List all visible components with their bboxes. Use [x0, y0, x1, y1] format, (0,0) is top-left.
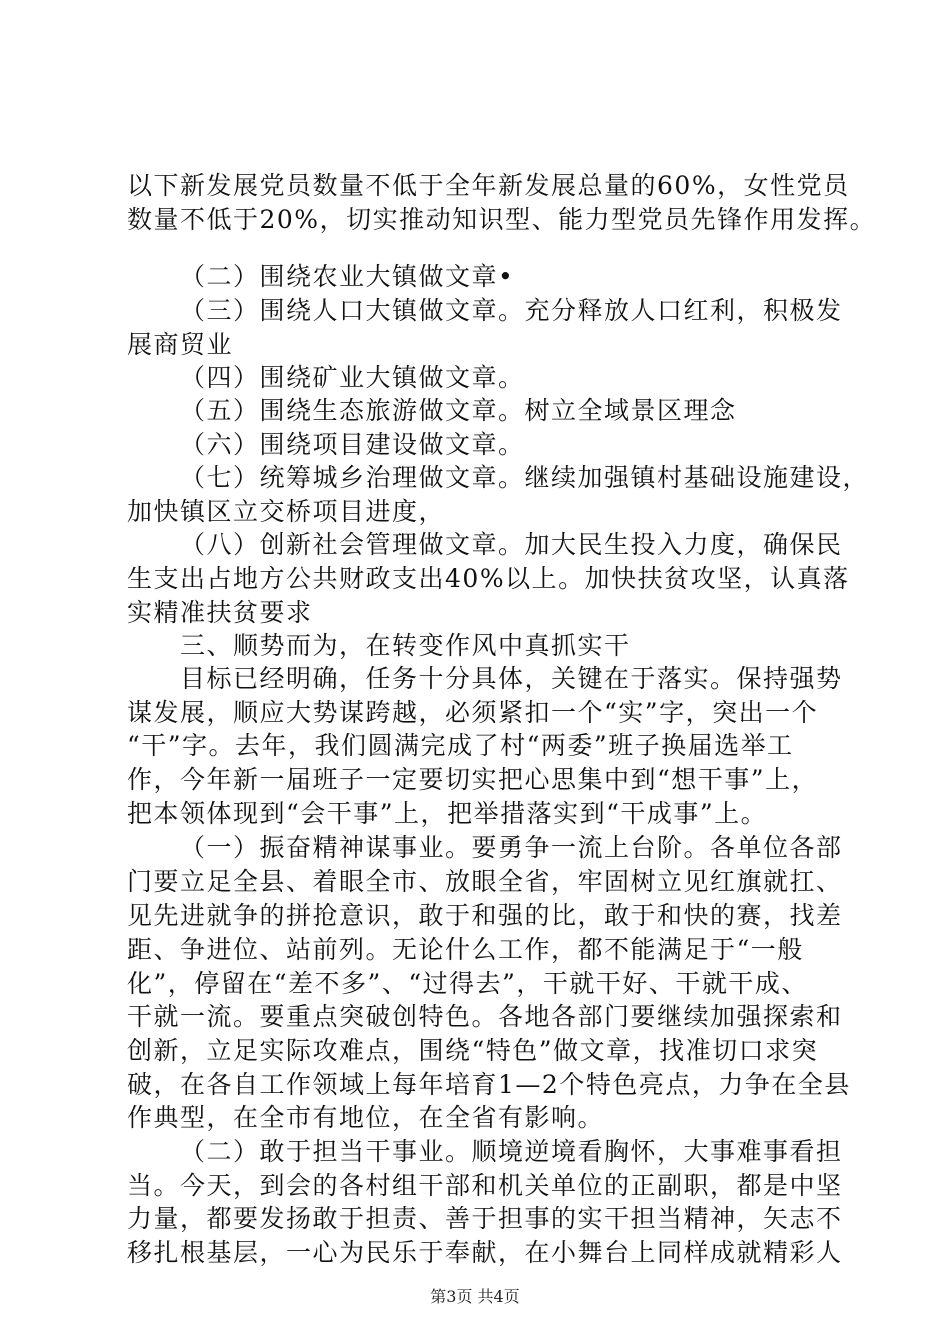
- text-line: 门要立足全县、着眼全市、放眼全省，牢固树立见红旗就扛、: [127, 867, 843, 896]
- text-line: 力量，都要发扬敢于担责、善于担事的实干担当精神，矢志不: [127, 1204, 843, 1233]
- text-line: 把本领体现到“会干事”上，把举措落实到“干成事”上。: [127, 799, 768, 828]
- text-line: 展商贸业: [127, 330, 234, 359]
- chapter-heading: 三、顺势而为，在转变作风中真抓实干: [180, 631, 631, 660]
- text-line: 目标已经明确，任务十分具体，关键在于落实。保持强势: [180, 664, 843, 693]
- text-line: 作，今年新一届班子一定要切实把心思集中到“想干事”上，: [127, 765, 819, 794]
- text-line: 生支出占地方公共财政支出40%以上。加快扶贫攻坚，认真落: [127, 564, 850, 593]
- text-line: 见先进就争的拼抢意识，敢于和强的比，敢于和快的赛，找差: [127, 901, 843, 930]
- text-line: 距、争进位、站前列。无论什么工作，都不能满足于“一般: [127, 935, 804, 964]
- text-line: 化”，停留在“差不多”、“过得去”，干就干好、干就干成、: [127, 969, 808, 998]
- text-line: 破，在各自工作领域上每年培育1—2个特色亮点，力争在全县: [127, 1070, 851, 1099]
- section-heading: （二）围绕农业大镇做文章•: [180, 262, 515, 291]
- text-line: 数量不低于20%，切实推动知识型、能力型党员先锋作用发挥。: [127, 205, 877, 234]
- section-heading: （七）统筹城乡治理做文章。继续加强镇村基础设施建设，: [180, 463, 870, 492]
- text-line: 作典型，在全市有地位，在全省有影响。: [127, 1103, 605, 1132]
- section-heading: （六）围绕项目建设做文章。: [180, 430, 525, 459]
- text-line: “干”字。去年，我们圆满完成了村“两委”班子换届选举工: [127, 731, 794, 760]
- section-heading: （一）振奋精神谋事业。要勇争一流上台阶。各单位各部: [180, 833, 843, 862]
- text-line: 移扎根基层，一心为民乐于奉献，在小舞台上同样成就精彩人: [127, 1238, 843, 1267]
- section-heading: （三）围绕人口大镇做文章。充分释放人口红利，积极发: [180, 296, 843, 325]
- section-heading: （四）围绕矿业大镇做文章。: [180, 363, 525, 392]
- text-line: 干就一流。要重点突破创特色。各地各部门要继续加强探索和: [127, 1002, 843, 1031]
- text-line: 加快镇区立交桥项目进度，: [127, 497, 446, 526]
- text-line: 谋发展，顺应大势谋跨越，必须紧扣一个“实”字，突出一个: [127, 698, 819, 727]
- text-line: 实精准扶贫要求: [127, 598, 313, 627]
- text-line: 以下新发展党员数量不低于全年新发展总量的60%，女性党员: [127, 171, 850, 200]
- page-footer: 第3页 共4页: [430, 1287, 520, 1306]
- text-line: 创新，立足实际攻难点，围绕“特色”做文章，找准切口求突: [127, 1036, 819, 1065]
- section-heading: （八）创新社会管理做文章。加大民生投入力度，确保民: [180, 530, 843, 559]
- section-heading: （二）敢于担当干事业。顺境逆境看胸怀，大事难事看担: [180, 1137, 843, 1166]
- section-heading: （五）围绕生态旅游做文章。树立全域景区理念: [180, 396, 737, 425]
- text-line: 当。今天，到会的各村组干部和机关单位的正副职，都是中坚: [127, 1171, 843, 1200]
